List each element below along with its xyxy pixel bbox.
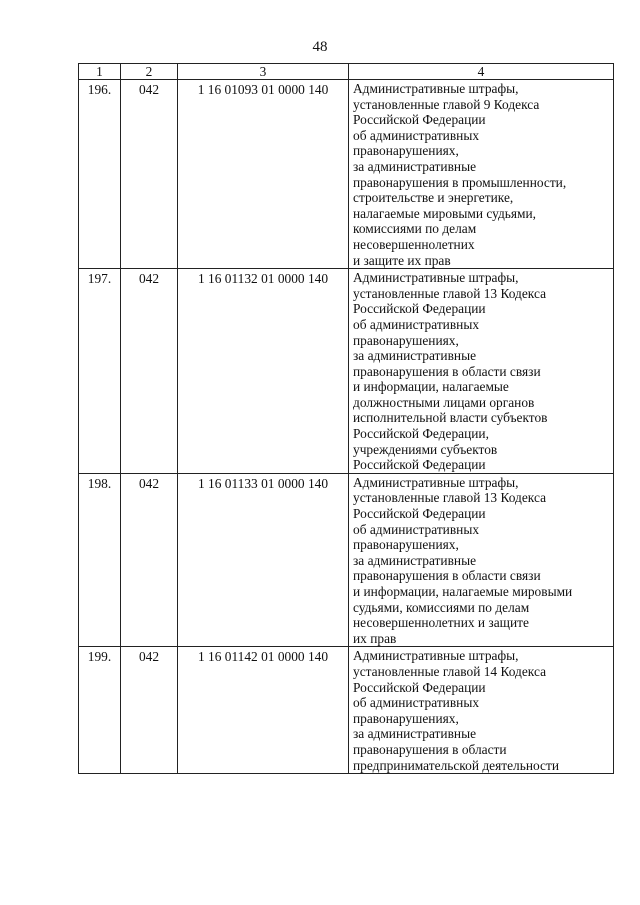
row-number: 196. (79, 80, 121, 269)
row-number: 198. (79, 473, 121, 647)
row-number: 197. (79, 269, 121, 474)
table-header-row (79, 64, 614, 80)
column-header-3: 3 (178, 64, 349, 80)
admin-code: 042 (121, 647, 178, 774)
income-description: Административные штрафы, установленные главой 13 Кодекса Российской Федерации об административных правонарушениях, за административные правонарушения в области связи и информации, налагаемые мировыми судьями, комиссиями по делам несовершеннолетних и защите их прав (349, 473, 614, 647)
income-description: Административные штрафы, установленные главой 9 Кодекса Российской Федерации об административных правонарушениях, за административные правонарушения в промышленности, строительстве и энергетике, налагаемые мировыми судьями, комиссиями по делам несовершеннолетних и защите их прав (349, 80, 614, 269)
budget-code: 1 16 01142 01 0000 140 (178, 647, 349, 774)
table-row (79, 80, 614, 269)
income-description: Административные штрафы, установленные главой 13 Кодекса Российской Федерации об административных правонарушениях, за административные правонарушения в области связи и информации, налагаемые должностными лицами органов исполнительной власти субъектов Российской Федерации, учреждениями субъектов Российской Федерации (349, 269, 614, 474)
admin-code: 042 (121, 473, 178, 647)
budget-code: 1 16 01132 01 0000 140 (178, 269, 349, 474)
page-number: 48 (312, 39, 328, 55)
table-row (79, 473, 614, 647)
column-header-1: 1 (79, 64, 121, 80)
column-header-2: 2 (121, 64, 178, 80)
admin-code: 042 (121, 269, 178, 474)
table-row (79, 647, 614, 774)
column-header-4: 4 (349, 64, 614, 80)
budget-code: 1 16 01133 01 0000 140 (178, 473, 349, 647)
admin-code: 042 (121, 80, 178, 269)
table-row (79, 269, 614, 474)
row-number: 199. (79, 647, 121, 774)
income-description: Административные штрафы, установленные главой 14 Кодекса Российской Федерации об административных правонарушениях, за административные правонарушения в области предпринимательской деятельности (349, 647, 614, 774)
budget-codes-table (78, 63, 614, 774)
budget-code: 1 16 01093 01 0000 140 (178, 80, 349, 269)
